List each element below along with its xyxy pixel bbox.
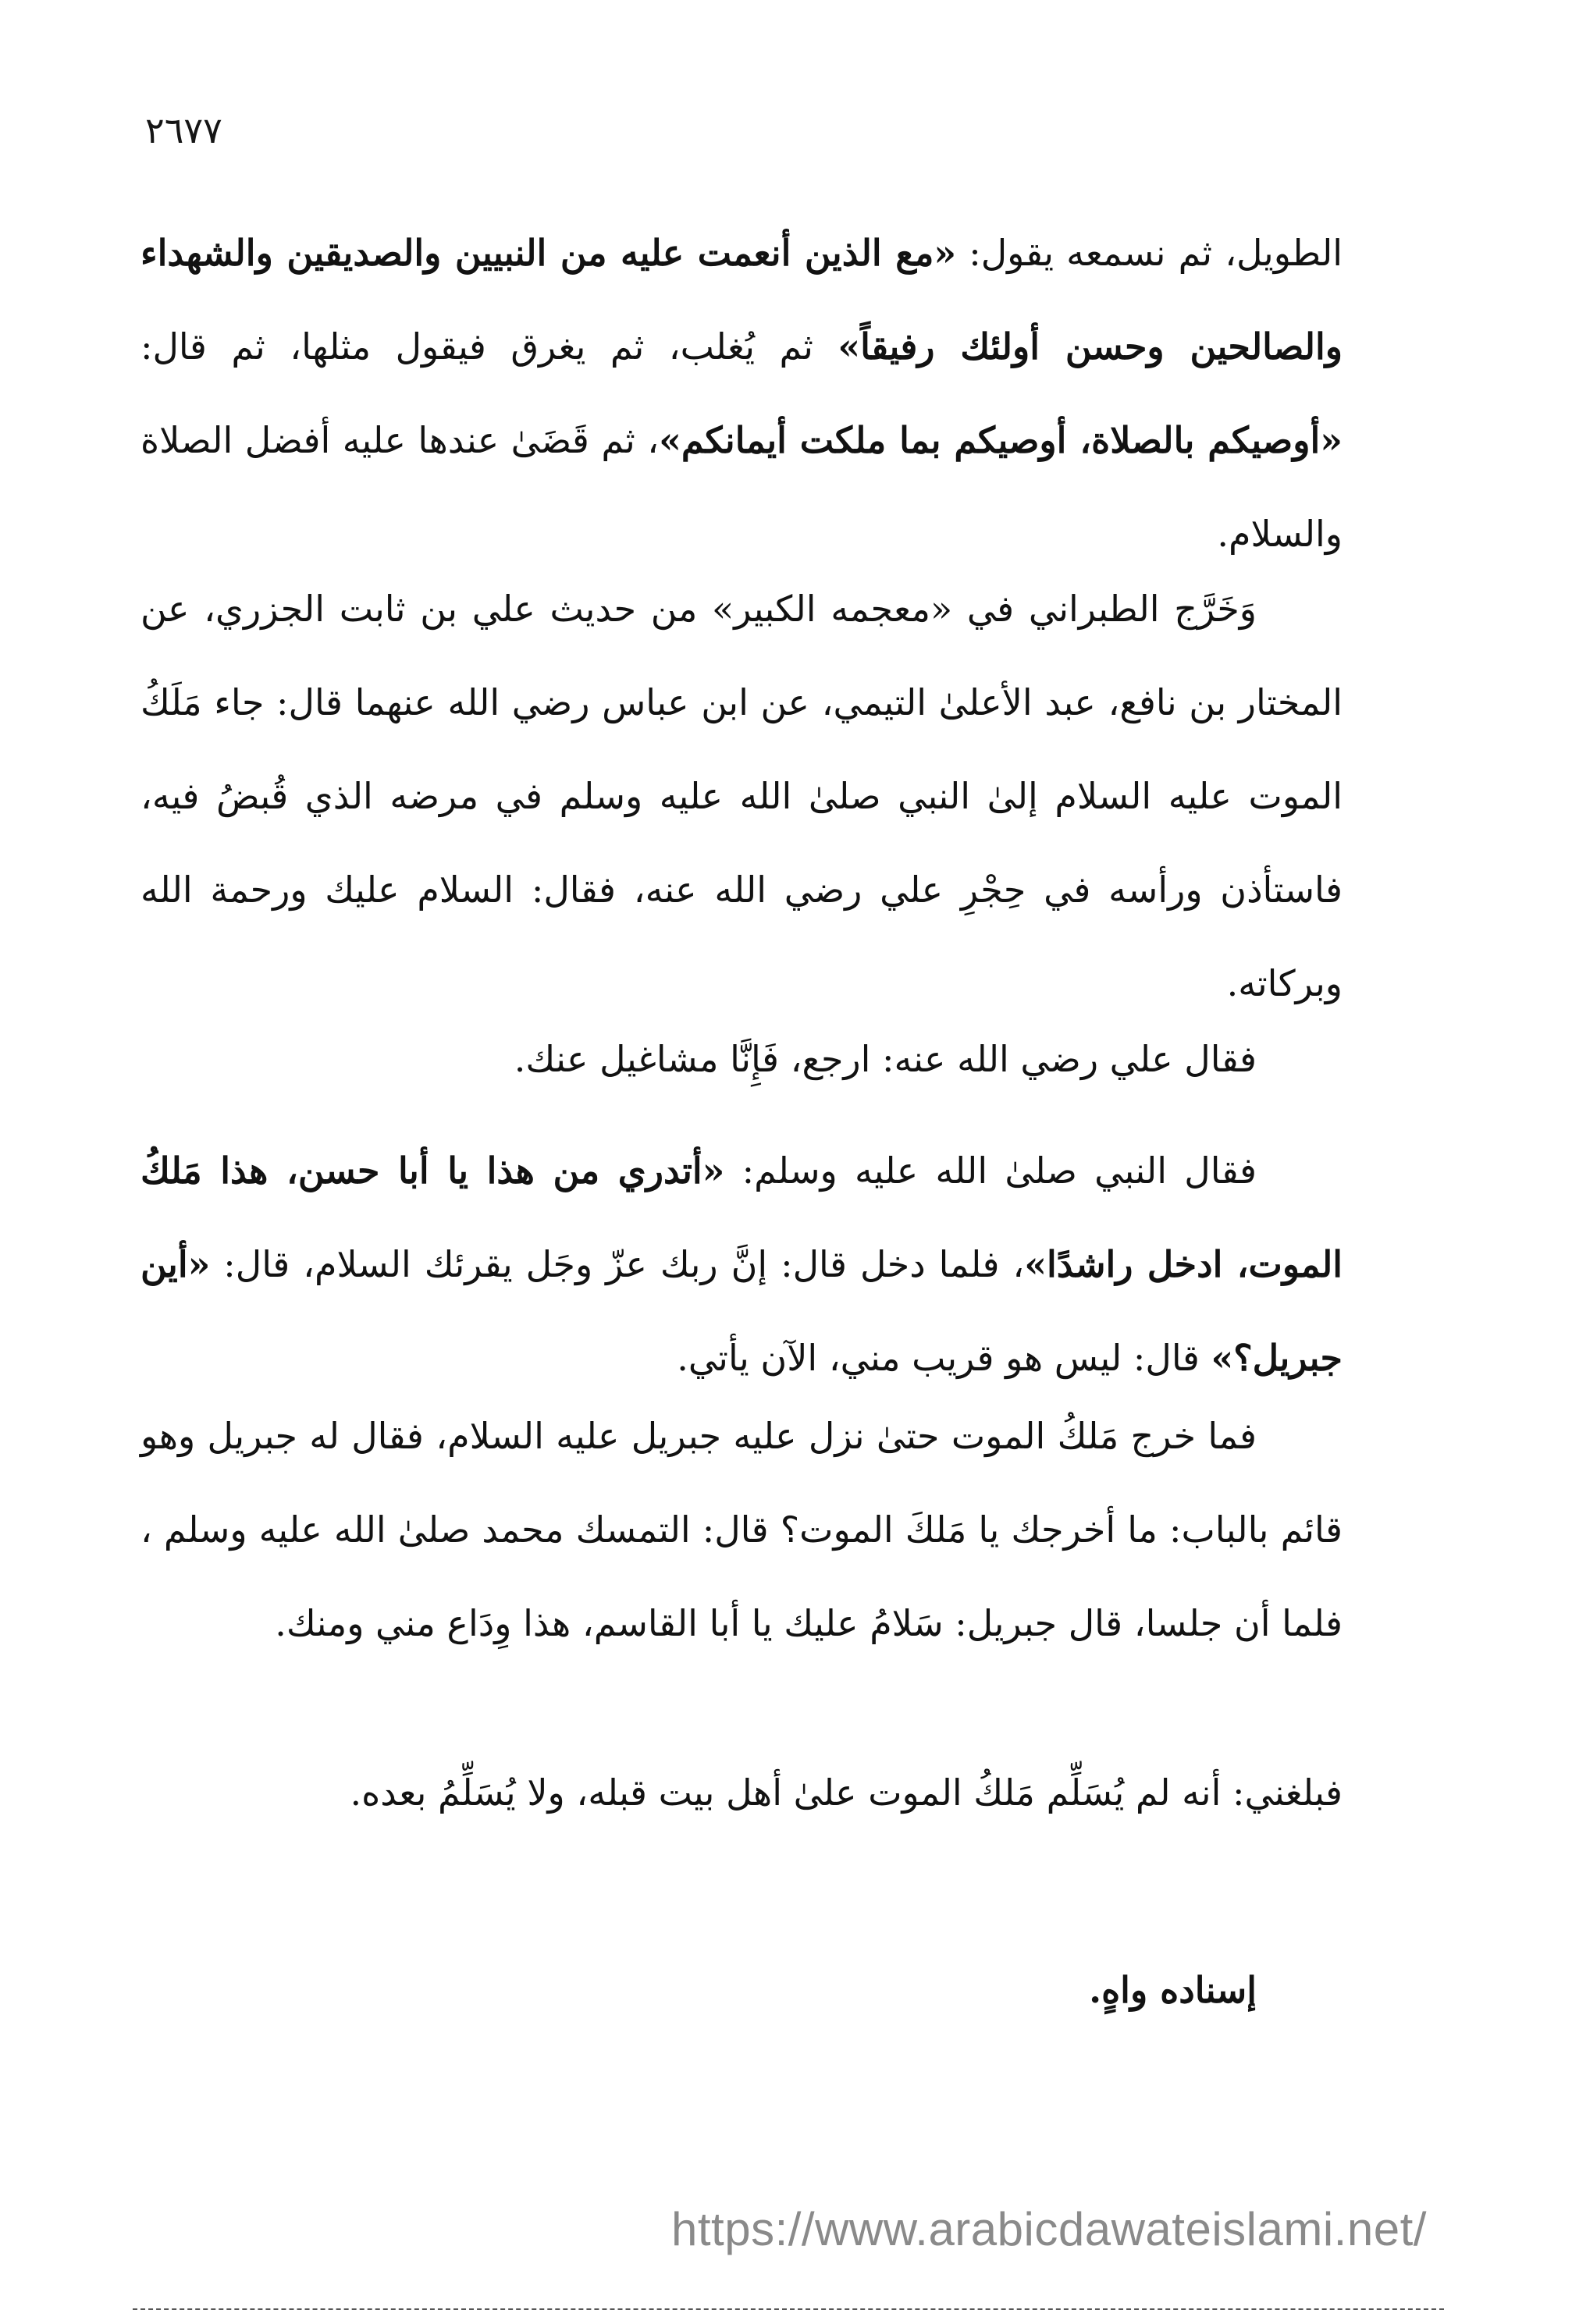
paragraph-3 <box>140 1012 1343 1106</box>
paragraph-5 <box>140 1389 1343 1670</box>
watermark-url: https://www.arabicdawateislami.net/ <box>671 2203 1427 2255</box>
paragraph-2 <box>140 562 1343 1030</box>
paragraph-4-quote-2: «أين جبريل؟» <box>140 1243 1343 1379</box>
paragraph-1-text-2: ثم يُغلب، ثم يغرق فيقول مثلها، ثم قال: <box>140 325 838 368</box>
isnad-verdict <box>140 1943 1343 2037</box>
paragraph-1-text-1: الطويل، ثم نسمعه يقول: <box>956 232 1343 274</box>
paragraph-1-quote-1: «مع الذين أنعمت عليه من النبيين والصديقين والشهداء والصالحين وحسن أولئك رفيقاً» <box>140 232 1343 368</box>
paragraph-4 <box>140 1124 1343 1405</box>
paragraph-1-text-3: ، ثم قَضَىٰ عندها عليه أفضل الصلاة والسلام. <box>140 419 1343 555</box>
paragraph-4-text-1: فقال النبي صلىٰ الله عليه وسلم: <box>724 1150 1257 1192</box>
paragraph-4-text-3: قال: ليس هو قريب مني، الآن يأتي. <box>677 1337 1211 1379</box>
paragraph-3-text: فقال علي رضي الله عنه: ارجع، فَإِنَّا مشاغيل عنك. <box>514 1038 1257 1080</box>
paragraph-4-quote-1: «أتدري من هذا يا أبا حسن، هذا مَلكُ الموت، ادخل راشدًا» <box>140 1150 1343 1285</box>
isnad-verdict-text: إسناده واهٍ. <box>1089 1969 1257 2011</box>
paragraph-1 <box>140 206 1343 581</box>
paragraph-6 <box>140 1746 1343 1839</box>
paragraph-1-quote-2: «أوصيكم بالصلاة، أوصيكم بما ملكت أيمانكم» <box>659 419 1343 461</box>
page-number: ٢٦٧٧ <box>145 109 222 151</box>
paragraph-6-text: فبلغني: أنه لم يُسَلِّم مَلكُ الموت علىٰ أهل بيت قبله، ولا يُسَلِّمُ بعده. <box>350 1771 1343 1814</box>
bottom-dashed-rule <box>133 2308 1444 2310</box>
paragraph-5-text: فما خرج مَلكُ الموت حتىٰ نزل عليه جبريل عليه السلام، فقال له جبريل وهو قائم بالباب: ما أخرجك يا مَلكَ الموت؟ قال: التمسك محمد صلىٰ الله عليه وسلم ، فلما أن جلسا، قال جبريل: سَلامُ عليك يا أبا القاسم، هذا وِدَاع مني ومنك. <box>140 1415 1343 1644</box>
paragraph-2-text: وَخَرَّج الطبراني في «معجمه الكبير» من حديث علي بن ثابت الجزري، عن المختار بن نافع، عبد الأعلىٰ التيمي، عن ابن عباس رضي الله عنهما قال: جاء مَلَكُ الموت عليه السلام إلىٰ النبي صلىٰ الله عليه وسلم في مرضه الذي قُبضُ فيه، فاستأذن ورأسه في حِجْرِ علي رضي الله عنه، فقال: السلام عليك ورحمة الله وبركاته. <box>140 588 1343 1004</box>
paragraph-4-text-2: ، فلما دخل قال: إنَّ ربك عزّ وجَل يقرئك السلام، قال: <box>210 1243 1025 1285</box>
